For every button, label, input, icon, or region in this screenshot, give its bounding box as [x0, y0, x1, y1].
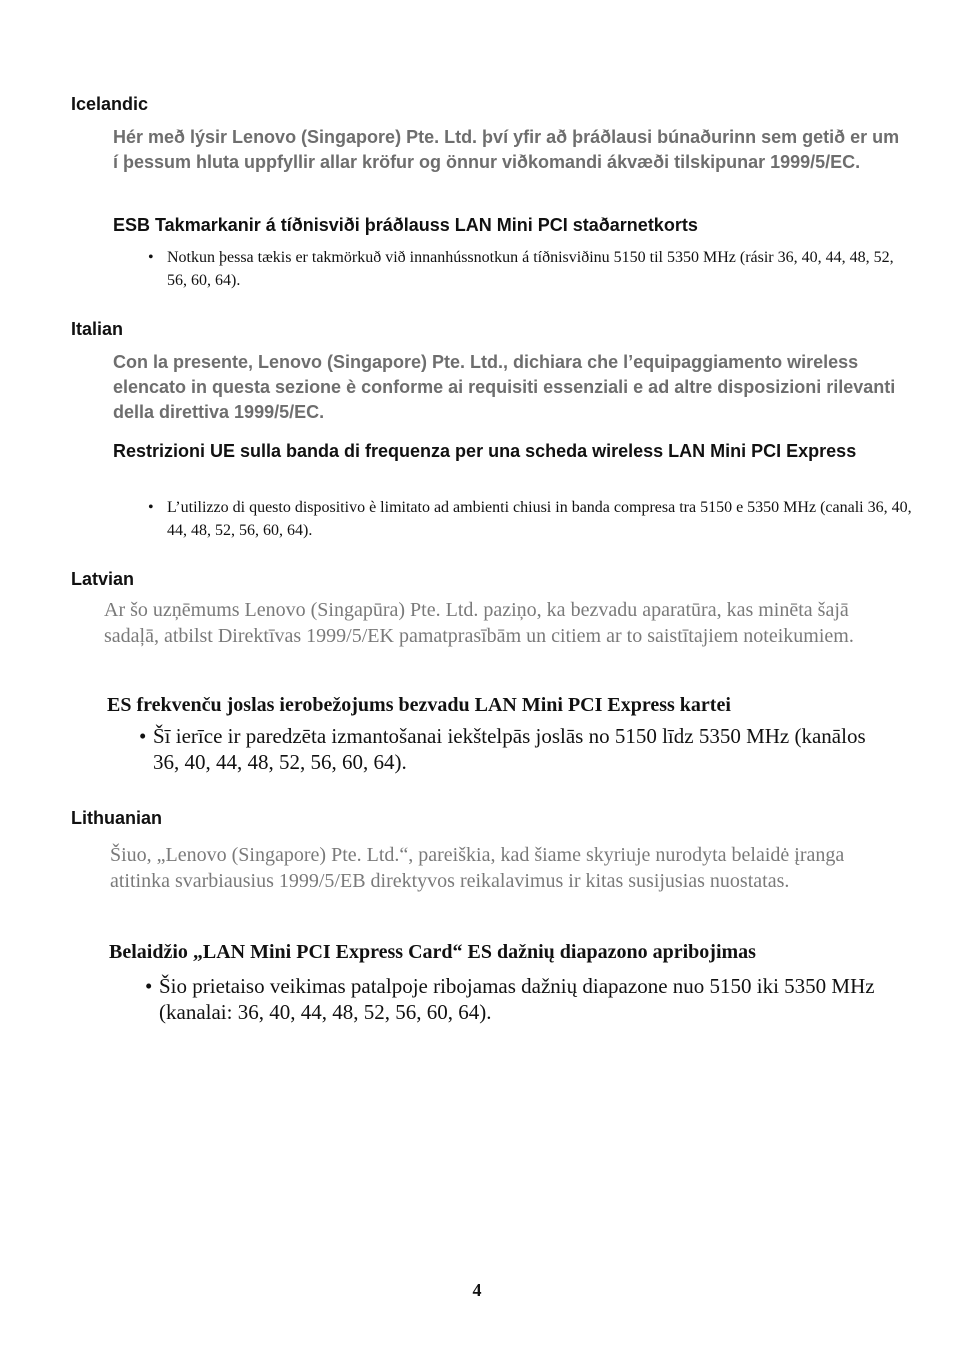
bullet-latvian: [139, 723, 883, 775]
declaration-lithuanian: Šiuo, „Lenovo (Singapore) Pte. Ltd.“, pareiškia, kad šiame skyriuje nurodyta belaidė įranga atitinka svarbiausius 1999/5/EB direktyvos reikalavimus ir kitas susijusias nuostatas.: [110, 844, 845, 892]
restriction-title-lithuanian: Belaidžio „LAN Mini PCI Express Card“ ES dažnių diapazono apribojimas: [109, 941, 756, 963]
declaration-latvian: Ar šo uzņēmums Lenovo (Singapūra) Pte. Ltd. paziņo, ka bezvadu aparatūra, kas minēta šajā sadaļā, atbilst Direktīvas 1999/5/EK pamatprasībām un citiem ar to saistītajiem noteikumiem.: [104, 599, 854, 647]
heading-icelandic: Icelandic: [71, 94, 149, 114]
heading-latvian: Latvian: [71, 569, 135, 589]
bullet-text-icelandic: Notkun þessa tækis er takmörkuð við innanhússnotkun á tíðnisviðinu 5150 til 5350 MHz (rásir 36, 40, 44, 48, 52, 56, 60, 64).: [167, 249, 894, 289]
bullet-italian: [148, 496, 912, 542]
bullet-text-lithuanian: Šio prietaiso veikimas patalpoje ribojamas dažnių diapazone nuo 5150 iki 5350 MHz (kanalai: 36, 40, 44, 48, 52, 56, 60, 64).: [159, 974, 875, 1024]
restriction-title-italian: Restrizioni UE sulla banda di frequenza per una scheda wireless LAN Mini PCI Express: [113, 441, 857, 461]
bullet-icelandic: [148, 246, 912, 292]
heading-lithuanian: Lithuanian: [71, 808, 162, 828]
bullet-marker: •: [145, 974, 153, 998]
bullet-marker: •: [148, 249, 154, 266]
bullet-lithuanian: [145, 973, 879, 1025]
bullet-text-italian: L’utilizzo di questo dispositivo è limitato ad ambienti chiusi in banda compresa tra 5150 e 5350 MHz (canali 36, 40, 44, 48, 52, 56, 60, 64).: [167, 499, 912, 539]
restriction-title-icelandic: ESB Takmarkanir á tíðnisviði þráðlauss LAN Mini PCI staðarnetkorts: [113, 215, 698, 235]
bullet-marker: •: [139, 724, 147, 748]
heading-italian: Italian: [71, 319, 124, 339]
page-number: 4: [472, 1280, 482, 1300]
restriction-title-latvian: ES frekvenču joslas ierobežojums bezvadu LAN Mini PCI Express kartei: [107, 694, 731, 716]
bullet-marker: •: [148, 499, 154, 516]
declaration-icelandic: Hér með lýsir Lenovo (Singapore) Pte. Ltd. því yfir að þráðlausi búnaðurinn sem getið er um í þessum hluta uppfyllir allar kröfur og önnur viðkomandi ákvæði tilskipunar 1999/5/EC.: [113, 127, 900, 172]
bullet-text-latvian: Šī ierīce ir paredzēta izmantošanai iekštelpās joslās no 5150 līdz 5350 MHz (kanālos 36, 40, 44, 48, 52, 56, 60, 64).: [153, 724, 866, 774]
declaration-italian: Con la presente, Lenovo (Singapore) Pte. Ltd., dichiara che l’equipaggiamento wireless elencato in questa sezione è conforme ai requisiti essenziali e ad altre disposizioni rilevanti della direttiva 1999/5/EC.: [113, 352, 896, 422]
